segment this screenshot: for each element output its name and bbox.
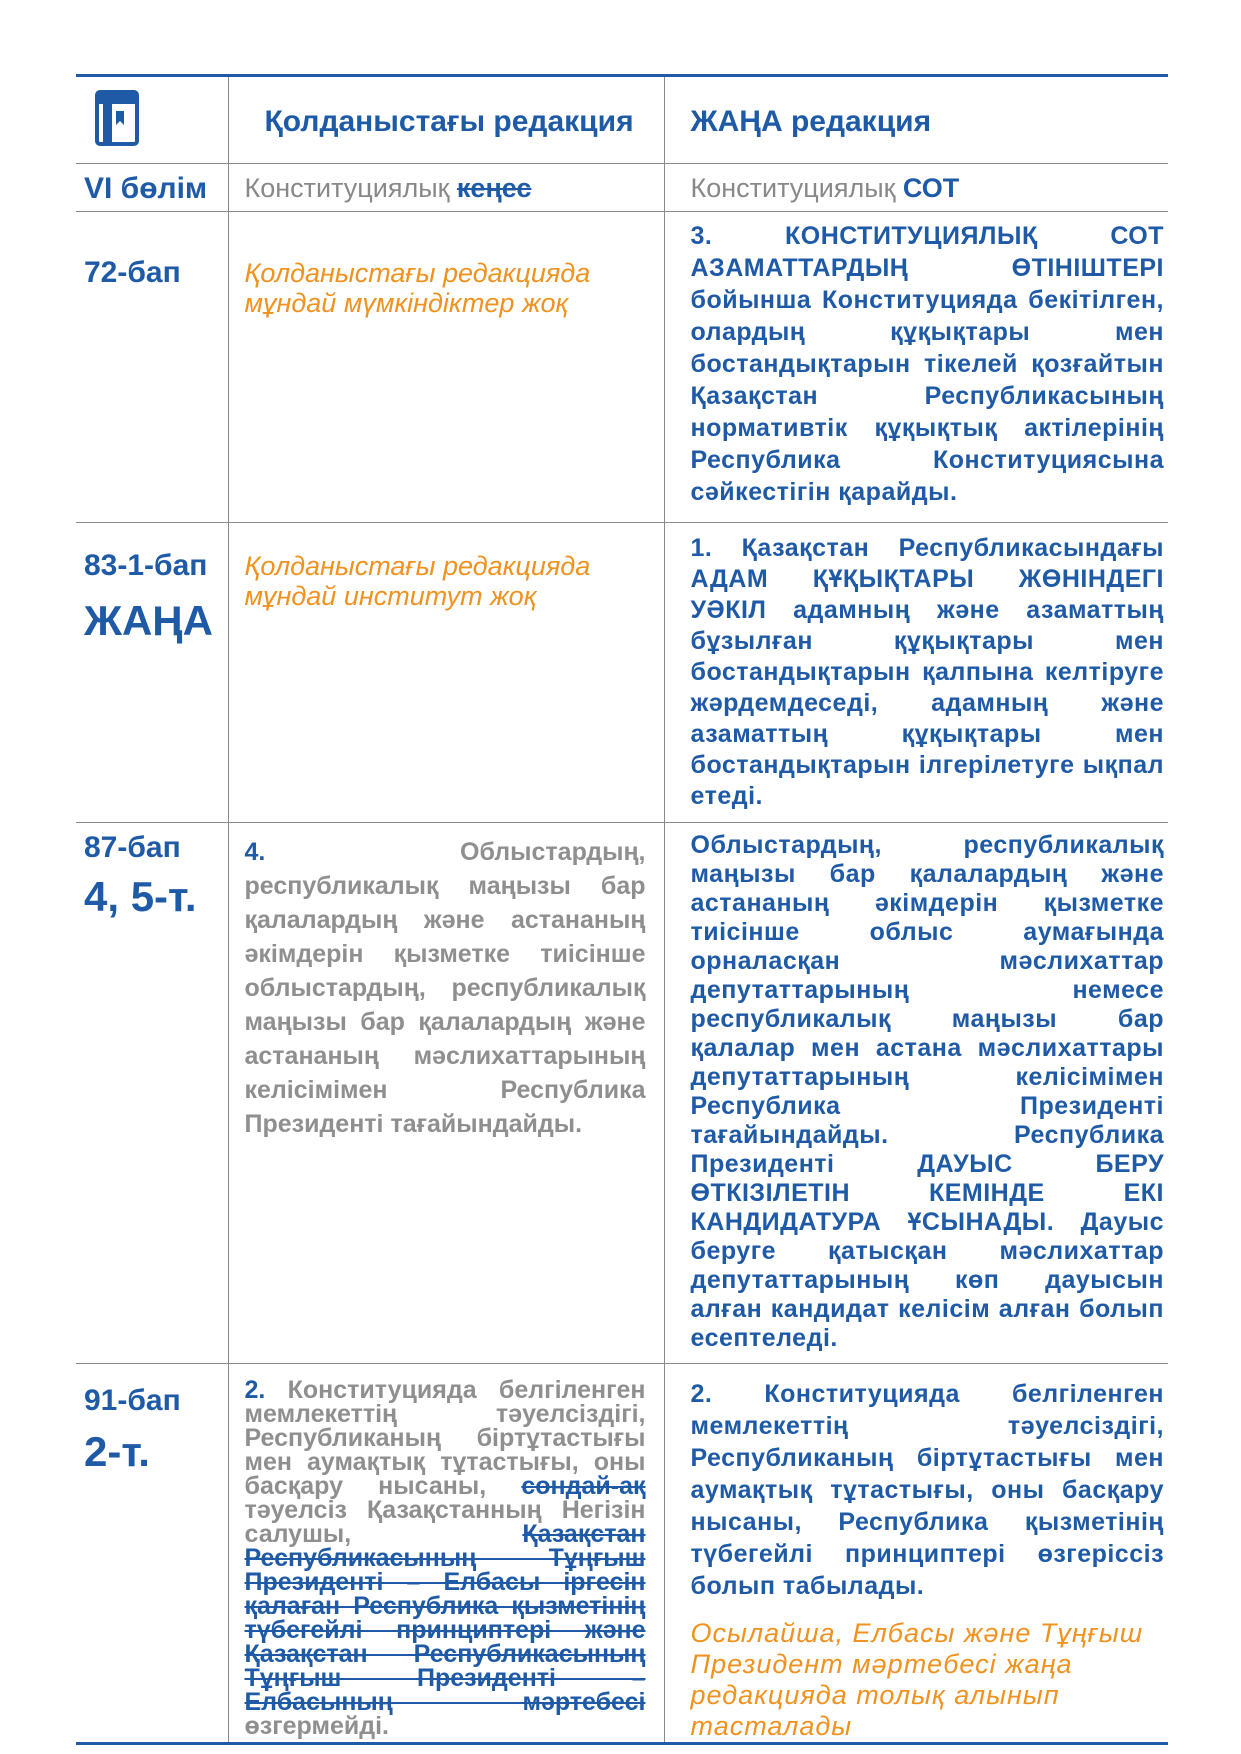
article-new-badge: ЖАҢА <box>84 597 213 644</box>
current-clause-body: Облыстардың, республикалық маңызы бар қалалардың және астананың әкімдерін қызметке тиісінше облыстардың, республикалық маңызы бар қалалардың және астананың мәслихаттарының келісімімен Республика Президенті тағайындайды. <box>244 838 646 1138</box>
article-row-72 <box>76 212 1168 523</box>
current-edition-title: Қолданыстағы редакция <box>264 105 634 138</box>
current-text-part-a: Конституцияда белгіленген мемлекеттің тәуелсіздігі, Республиканың біртұтастығы мен аумақтық тұтастығы, оны басқару нысаны, <box>244 1376 646 1500</box>
current-text-part-b: тәуелсіз Қазақстанның Негізін салушы, <box>244 1496 646 1548</box>
new-edition-title: ЖАҢА редакция <box>690 105 932 138</box>
current-edition-header-cell <box>228 76 664 164</box>
current-edition-note: Қолданыстағы редакцияда мұндай мүмкіндіктер жоқ <box>244 258 591 318</box>
section-current-text <box>229 164 664 204</box>
comparison-page <box>76 74 1168 1745</box>
section-new-text <box>665 164 1169 204</box>
article-cell <box>76 823 228 920</box>
table-header-row <box>76 76 1168 164</box>
clause-number: 2. <box>244 1376 266 1404</box>
article-cell <box>76 523 228 644</box>
current-edition-note: Қолданыстағы редакцияда мұндай институт жоқ <box>244 551 591 611</box>
struck-text-b: Қазақстан Республикасының Тұңғыш Президенті – Елбасы іргесін қалаған Республика қызметінің түбегейлі принциптері және Қазақстан Республикасының Тұңғыш Президенті – Елбасының мәртебесі <box>244 1520 646 1716</box>
section-current-struck-word: кеңес <box>456 173 532 203</box>
new-edition-text: Облыстардың, республикалық маңызы бар қалалардың және астананың әкімдерін қызметке тиісінше облыс аумағында орналасқан мәслихаттар депутаттарының немесе республикалық маңызы бар қалалар мен астана мәслихаттары депутаттарының келісімімен Республика Президенті тағайындайды. Республика Президенті ДАУЫС БЕРУ ӨТКІЗІЛЕТІН КЕМІНДЕ ЕКІ КАНДИДАТУРА ҰСЫНАДЫ. Дауыс беруге қатысқан мәслихаттар депутаттарының көп дауысын алған кандидат келісім алған болып есептеледі. <box>690 831 1164 1352</box>
struck-text-a: сондай-ақ <box>521 1472 646 1500</box>
new-edition-text: 3. КОНСТИТУЦИЯЛЫҚ СОТ АЗАМАТТАРДЫҢ ӨТІНІШТЕРІ бойынша Конституцияда бекітілген, олардың құқықтары мен бостандықтарын тікелей қозғайтын Қазақстан Республикасының нормативтік құқықтық актілерінің Республика Конституциясына сәйкестігін қарайды. <box>690 222 1164 506</box>
article-label: 72-бап <box>84 256 181 289</box>
header-icon-cell <box>76 76 228 164</box>
current-edition-text <box>229 1364 664 1738</box>
article-row-83-1 <box>76 523 1168 823</box>
comparison-table <box>76 74 1168 1745</box>
article-clause: 2-т. <box>84 1428 150 1475</box>
article-clause: 4, 5-т. <box>84 873 197 920</box>
new-edition-text: 1. Қазақстан Республикасындағы АДАМ ҚҰҚЫҚТАРЫ ЖӨНІНДЕГІ УӘКІЛ адамның және азаматтың бұзылған құқықтары мен бостандықтарын қалпына келтіруге жәрдемдеседі, адамның және азаматтың құқықтары мен бостандықтарын ілгерілетуге ықпал етеді. <box>690 534 1164 810</box>
article-cell <box>76 1364 228 1475</box>
new-edition-note: Осылайша, Елбасы және Тұңғыш Президент мәртебесі жаңа редакцияда толық алынып тасталады <box>690 1618 1144 1741</box>
current-text-part-c: өзгермейді. <box>244 1712 389 1740</box>
clause-number: 4. <box>244 838 266 866</box>
section-new-prefix: Конституциялық <box>690 173 903 203</box>
section-new-keyword: СОТ <box>902 173 960 203</box>
article-row-87 <box>76 823 1168 1364</box>
article-label: 83-1-бап <box>84 549 208 582</box>
article-label: 91-бап <box>84 1384 181 1417</box>
book-icon <box>94 89 140 147</box>
article-row-91 <box>76 1364 1168 1744</box>
current-edition-text <box>229 823 664 1141</box>
section-row <box>76 164 1168 212</box>
section-label: VI бөлім <box>84 172 208 205</box>
new-edition-text: 2. Конституцияда белгіленген мемлекеттің тәуелсіздігі, Республиканың біртұтастығы мен аумақтық тұтастығы, оны басқару нысаны, Республика қызметінің түбегейлі принциптері өзгеріссіз болып табылады. <box>690 1380 1164 1600</box>
section-current-prefix: Конституциялық <box>244 173 457 203</box>
article-label: 87-бап <box>84 831 181 864</box>
new-edition-header-cell <box>664 76 1168 164</box>
